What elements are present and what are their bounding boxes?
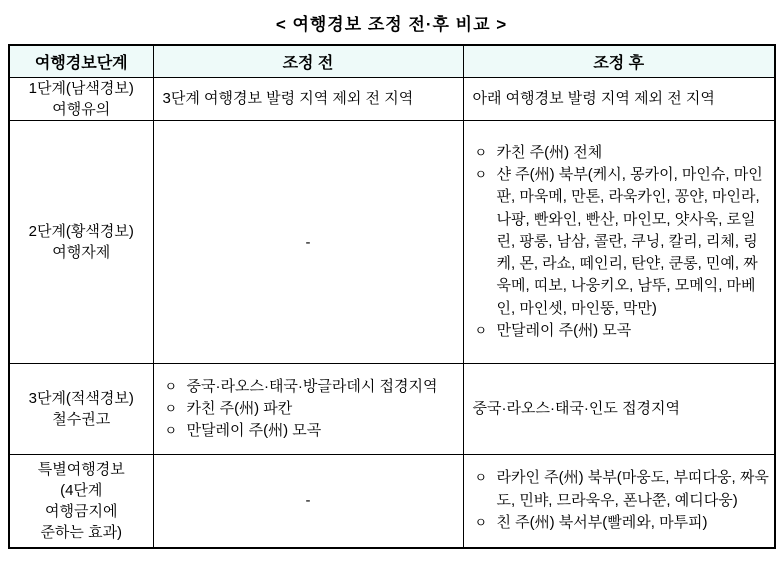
level-line: 1단계(남색경보) bbox=[28, 80, 134, 97]
level-line: 준하는 효과) bbox=[40, 523, 123, 541]
after-text: 아래 여행경보 발령 지역 제외 전 지역 bbox=[472, 90, 715, 107]
after-text: 중국·라오스·태국·인도 접경지역 bbox=[472, 400, 681, 417]
level-line: 여행자제 bbox=[52, 244, 111, 261]
list-bullet: ㅇ bbox=[474, 322, 488, 338]
after-cell bbox=[463, 121, 775, 364]
list-item-text: 만달레이 주(州) 모곡 bbox=[186, 422, 322, 440]
list-item-text: 중국·라오스·태국·방글라데시 접경지역 bbox=[186, 377, 438, 395]
level-cell bbox=[9, 455, 153, 548]
list-item-text: 만달레이 주(州) 모곡 bbox=[496, 321, 632, 339]
list-bullet: ㅇ bbox=[164, 423, 178, 439]
list-item-text: 카친 주(州) 전체 bbox=[496, 144, 603, 162]
column-header-before: 조정 전 bbox=[153, 45, 463, 78]
list-item bbox=[470, 142, 773, 164]
list-item bbox=[160, 398, 461, 420]
list-item-text: 라카인 주(州) 북부(마웅도, 부띠다웅, 짜욱도, 민뱌, 므라욱우, 폰나쭌, 예디다웅) bbox=[496, 469, 769, 509]
level-line: 특별여행경보 bbox=[37, 460, 125, 478]
list-item bbox=[470, 164, 773, 319]
before-cell bbox=[153, 455, 463, 548]
before-text: 3단계 여행경보 발령 지역 제외 전 지역 bbox=[162, 90, 414, 107]
list-bullet: ㅇ bbox=[474, 514, 488, 530]
table-row bbox=[9, 364, 775, 455]
before-cell bbox=[153, 364, 463, 455]
level-cell bbox=[9, 121, 153, 364]
level-line: 여행금지에 bbox=[45, 502, 118, 520]
after-cell bbox=[463, 78, 775, 121]
before-cell bbox=[153, 78, 463, 121]
level-cell bbox=[9, 364, 153, 455]
level-line: 철수권고 bbox=[52, 411, 111, 428]
list-item bbox=[470, 512, 773, 534]
level-line: 3단계(적색경보) bbox=[28, 390, 134, 407]
before-cell bbox=[153, 121, 463, 364]
after-cell bbox=[463, 364, 775, 455]
list-bullet: ㅇ bbox=[474, 470, 488, 486]
level-cell bbox=[9, 78, 153, 121]
table-row bbox=[9, 78, 775, 121]
list-item bbox=[470, 467, 773, 511]
level-line: 2단계(황색경보) bbox=[28, 223, 134, 240]
column-header-after: 조정 후 bbox=[463, 45, 775, 78]
column-header-level: 여행경보단계 bbox=[9, 45, 153, 78]
header-row bbox=[9, 45, 775, 78]
comparison-table bbox=[8, 44, 776, 549]
list-bullet: ㅇ bbox=[164, 378, 178, 394]
list-item bbox=[160, 376, 461, 398]
list-item-text: 친 주(州) 북서부(빨레와, 마투피) bbox=[496, 513, 708, 531]
list-item bbox=[470, 320, 773, 342]
table-row bbox=[9, 455, 775, 548]
list-bullet: ㅇ bbox=[164, 400, 178, 416]
list-bullet: ㅇ bbox=[474, 167, 488, 183]
table-row bbox=[9, 121, 775, 364]
list-item-text: 샨 주(州) 북부(케시, 몽카이, 마인슈, 마인판, 마욱메, 만톤, 라욱카인, 꽁얀, 마인라, 나팡, 빤와인, 빤산, 마인모, 얏사욱, 로일린, 팡롱, 남삼, 콜란, 쿠닝, 칼리, 리체, 링케, 몬, 라쇼, 떼인리, 탄얀, 쿤롱, 민예, 짜욱메, 띠보, 나웅키오, 남뚜, 모메익, 마베인, 마인셋, 마인뚱, 막만) bbox=[496, 166, 763, 317]
level-line: (4단계 bbox=[60, 481, 103, 499]
after-cell bbox=[463, 455, 775, 548]
level-line: 여행유의 bbox=[52, 101, 111, 118]
dash-placeholder: - bbox=[305, 492, 311, 510]
dash-placeholder: - bbox=[305, 233, 311, 251]
list-bullet: ㅇ bbox=[474, 145, 488, 161]
list-item-text: 카친 주(州) 파칸 bbox=[186, 399, 293, 417]
list-item bbox=[160, 420, 461, 442]
page-title: < 여행경보 조정 전·후 비교 > bbox=[275, 15, 508, 34]
